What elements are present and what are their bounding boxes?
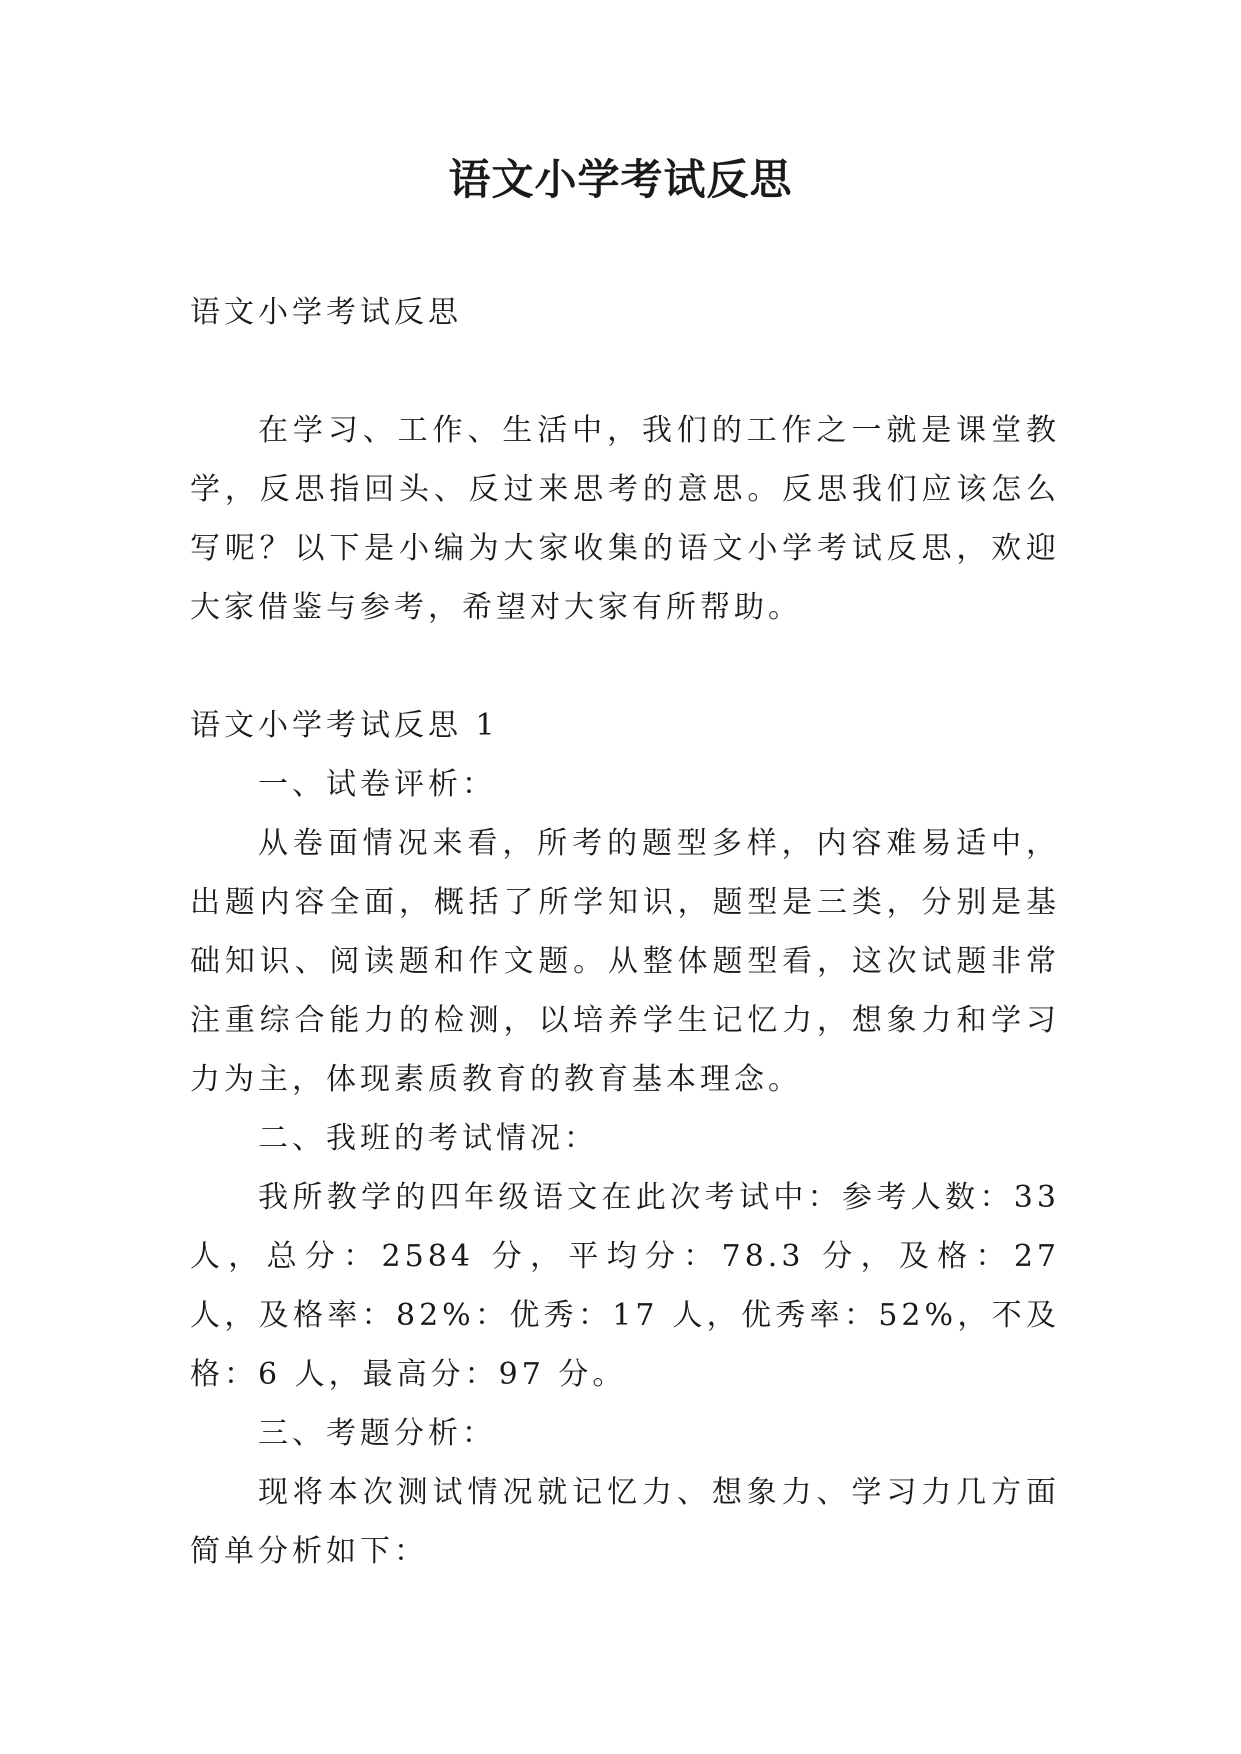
document-body [190,283,1060,1581]
part1-heading: 一、试卷评析： [258,767,496,802]
part2-paragraph: 我所教学的四年级语文在此次考试中：参考人数：33 人，总分：2584 分，平均分：78.3 分，及格：27 人，及格率：82%：优秀：17 人，优秀率：52%，不及格：6 人，最高分：97 分。 [190,1180,1060,1392]
document-title: 语文小学考试反思 [448,155,793,204]
part3-paragraph: 现将本次测试情况就记忆力、想象力、学习力几方面简单分析如下： [190,1475,1060,1569]
part1-paragraph: 从卷面情况来看，所考的题型多样，内容难易适中，出题内容全面，概括了所学知识，题型是三类，分别是基础知识、阅读题和作文题。从整体题型看，这次试题非常注重综合能力的检测，以培养学生记忆力，想象力和学习力为主，体现素质教育的教育基本理念。 [190,826,1060,1097]
section-heading: 语文小学考试反思 1 [190,708,499,743]
document-subtitle: 语文小学考试反思 [190,295,462,330]
part3-heading: 三、考题分析： [258,1416,496,1451]
part2-heading: 二、我班的考试情况： [258,1121,598,1156]
intro-paragraph: 在学习、工作、生活中，我们的工作之一就是课堂教学，反思指回头、反过来思考的意思。反思我们应该怎么写呢？以下是小编为大家收集的语文小学考试反思，欢迎大家借鉴与参考，希望对大家有所帮助。 [190,413,1060,625]
